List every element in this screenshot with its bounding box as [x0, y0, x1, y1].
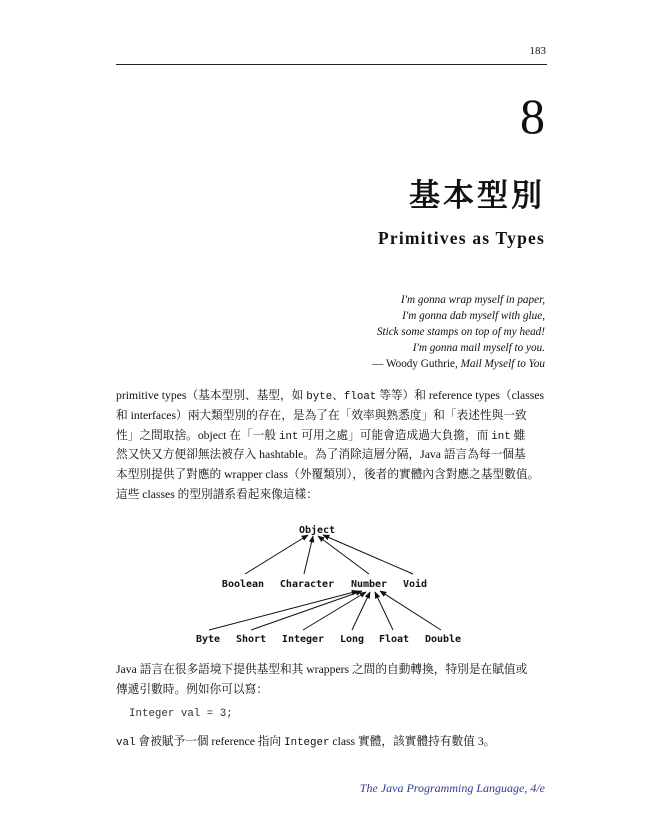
paragraph-line: 本型別提供了對應的 wrapper class（外覆類別），後者的實體內含對應之基型數值。 — [116, 468, 540, 482]
header-rule — [116, 64, 547, 65]
node-boolean: Boolean — [221, 579, 265, 590]
epigraph-line: I'm gonna wrap myself in paper, — [400, 294, 545, 306]
text-run: 性」之間取捨。object 在「一般 — [116, 428, 279, 442]
edge-boolean-object — [245, 535, 308, 574]
paragraph-line: 這些 classes 的型別譜系看起來像這樣： — [116, 487, 318, 501]
code-keyword: val — [116, 737, 136, 749]
code-keyword: byte — [306, 391, 333, 403]
node-integer: Integer — [281, 634, 325, 645]
paragraph-line: 傳遞引數時。例如你可以寫： — [116, 682, 268, 696]
text-run: class 實體，該實體持有數值 3。 — [329, 735, 496, 748]
code-sample: Integer val = 3; — [129, 708, 233, 720]
node-long: Long — [339, 634, 365, 645]
node-byte: Byte — [195, 634, 221, 645]
chapter-subtitle: Primitives as Types — [377, 228, 545, 248]
class-hierarchy-diagram — [0, 515, 663, 645]
text-run: 會被賦予一個 reference 指向 — [135, 735, 285, 748]
epigraph-line: I'm gonna dab myself with glue, — [402, 310, 545, 322]
text-run: 雖 — [510, 428, 526, 442]
paragraph-line — [116, 386, 548, 406]
edge-short-number — [251, 591, 362, 630]
code-keyword: Integer — [284, 737, 330, 749]
node-float: Float — [378, 634, 410, 645]
page-number: 183 — [529, 45, 546, 57]
text-run: 可用之處」可能會造成過大負擔，而 — [298, 428, 492, 442]
epigraph-line: I'm gonna mail myself to you. — [412, 342, 545, 354]
node-double: Double — [424, 634, 462, 645]
node-character: Character — [279, 579, 335, 590]
body-paragraph-3 — [116, 733, 495, 749]
chapter-number: 8 — [520, 88, 545, 144]
node-short: Short — [235, 634, 267, 645]
edge-long-number — [352, 592, 370, 630]
edge-double-number — [380, 591, 441, 630]
code-keyword: int — [491, 430, 511, 443]
text-run: primitive types（基本型別、基型，如 — [116, 389, 307, 402]
edge-character-object — [304, 536, 313, 574]
edge-void-object — [323, 535, 413, 574]
node-number: Number — [350, 579, 388, 590]
paragraph-line — [116, 426, 548, 446]
epigraph-line: Stick some stamps on top of my head! — [376, 326, 545, 338]
epigraph-attribution — [372, 358, 545, 370]
edge-integer-number — [303, 592, 366, 630]
node-void: Void — [402, 579, 428, 590]
paragraph-line: 和 interfaces）兩大類型別的存在，是為了在「效率與熟悉度」和「表述性與一致 — [116, 408, 527, 422]
paragraph-line: Java 語言在很多語境下提供基型和其 wrappers 之間的自動轉換，特別是在賦值或 — [116, 663, 528, 676]
chapter-title: 基本型別 — [409, 178, 545, 214]
node-object: Object — [298, 525, 336, 536]
attribution-author: — Woody Guthrie, — [372, 358, 461, 370]
paragraph-line: 然又快又方便卻無法被存入 hashtable。為了消除這層分隔，Java 語言為每一個基 — [116, 448, 526, 462]
body-paragraph-2 — [116, 660, 548, 699]
attribution-work: Mail Myself to You — [460, 358, 545, 370]
edge-number-object — [318, 536, 369, 574]
code-keyword: int — [278, 430, 299, 443]
text-run: 等等）和 reference types（classes — [376, 389, 545, 402]
body-paragraph-1 — [116, 386, 548, 505]
book-footer: The Java Programming Language, 4/e — [359, 781, 545, 795]
text-run: 、 — [332, 389, 344, 402]
code-keyword: float — [343, 391, 377, 403]
